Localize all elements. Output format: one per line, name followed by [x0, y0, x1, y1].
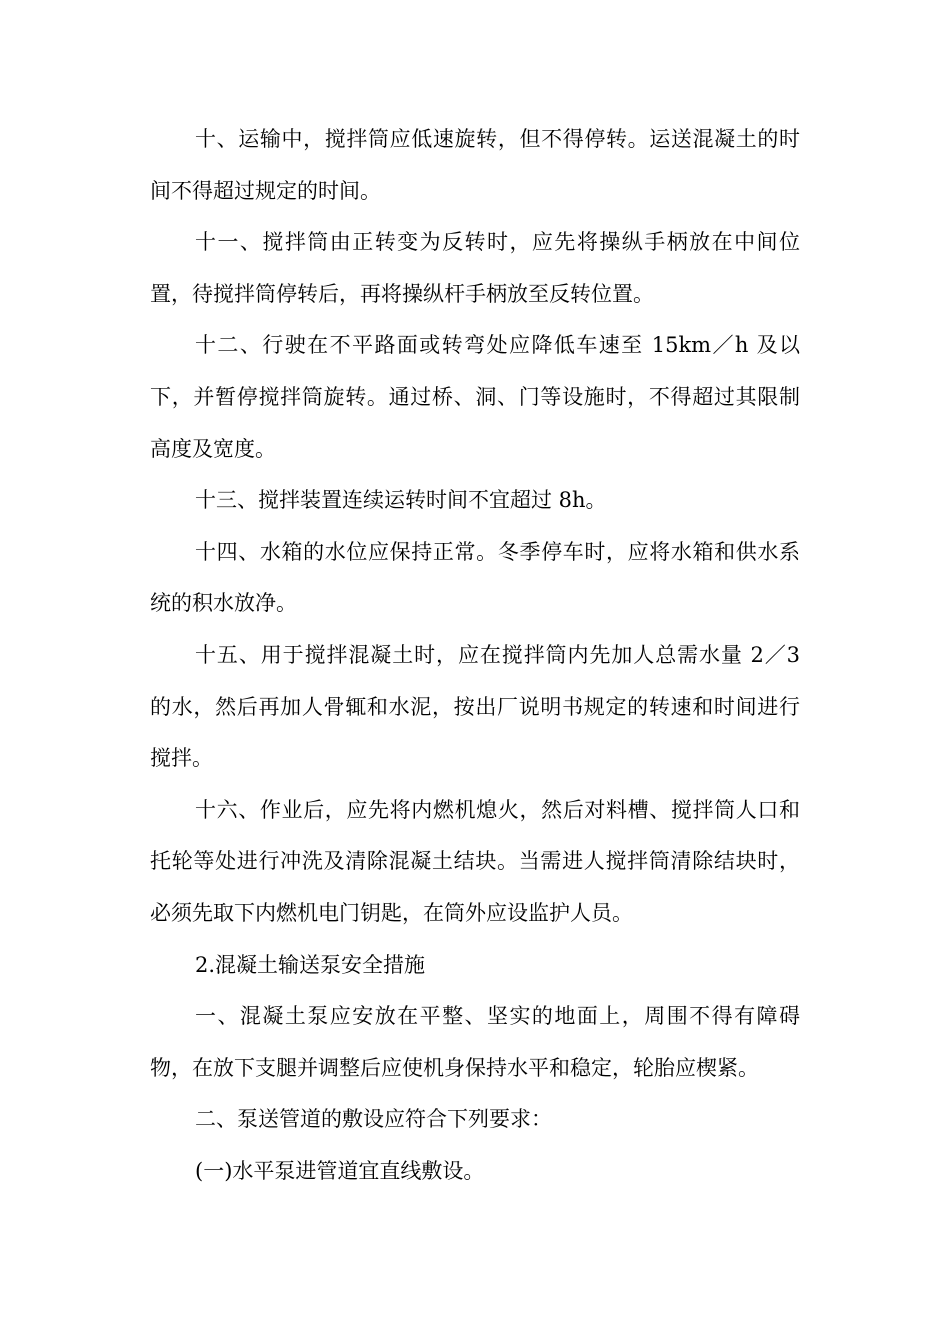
paragraph-10: 十、运输中，搅拌筒应低速旋转，但不得停转。运送混凝土的时间不得超过规定的时间。	[150, 127, 800, 203]
document-page	[150, 114, 800, 1197]
paragraph-11: 十一、搅拌筒由正转变为反转时，应先将操纵手柄放在中间位置，待搅拌筒停转后，再将操纵杆手柄放至反转位置。	[150, 230, 800, 306]
paragraph-12: 十二、行驶在不平路面或转弯处应降低车速至 15km／h 及以下，并暂停搅拌筒旋转。通过桥、洞、门等设施时，不得超过其限制高度及宽度。	[150, 333, 800, 461]
paragraph-16: 十六、作业后，应先将内燃机熄火，然后对料槽、搅拌筒人口和托轮等处进行冲洗及清除混凝土结块。当需进人搅拌筒清除结块时，必须先取下内燃机电门钥匙，在筒外应设监护人员。	[150, 797, 800, 925]
paragraph-15: 十五、用于搅拌混凝土时，应在搅拌筒内先加人总需水量 2／3 的水，然后再加人骨辄和水泥，按出厂说明书规定的转速和时间进行搅拌。	[150, 642, 800, 771]
paragraph-14: 十四、水箱的水位应保持正常。冬季停车时，应将水箱和供水系统的积水放净。	[150, 539, 800, 616]
paragraph-pump-2: 二、泵送管道的敷设应符合下列要求：	[195, 1107, 552, 1132]
section-heading: 2.混凝土输送泵安全措施	[195, 952, 426, 977]
paragraph-pump-1: 一、混凝土泵应安放在平整、坚实的地面上，周围不得有障碍物，在放下支腿并调整后应使机身保持水平和稳定，轮胎应楔紧。	[150, 1004, 800, 1080]
paragraph-pump-2-1: (一)水平泵进管道宜直线敷设。	[195, 1158, 485, 1183]
paragraph-13: 十三、搅拌装置连续运转时间不宜超过 8h。	[195, 488, 607, 513]
